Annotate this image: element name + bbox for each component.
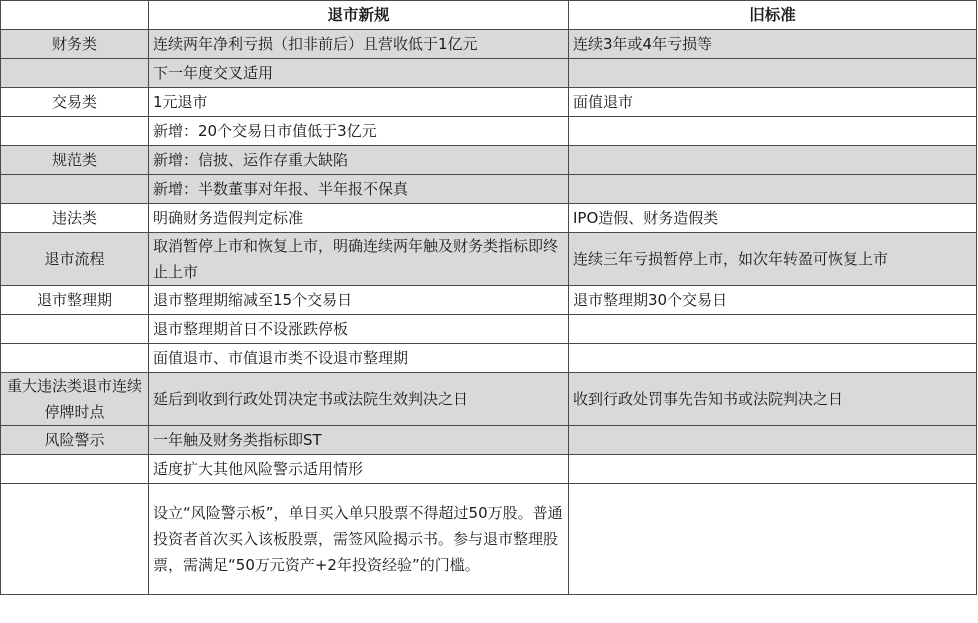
table-row	[1, 204, 977, 233]
row-old-standard	[569, 455, 977, 484]
table-row	[1, 484, 977, 595]
row-category	[1, 315, 149, 344]
row-new-rule: 设立“风险警示板”，单日买入单只股票不得超过50万股。普通投资者首次买入该板股票，需签风险揭示书。参与退市整理股票，需满足“50万元资产+2年投资经验”的门槛。	[149, 484, 569, 595]
row-new-rule: 延后到收到行政处罚决定书或法院生效判决之日	[149, 373, 569, 426]
row-old-standard: 连续3年或4年亏损等	[569, 30, 977, 59]
row-new-rule: 取消暂停上市和恢复上市，明确连续两年触及财务类指标即终止上市	[149, 233, 569, 286]
row-category: 风险警示	[1, 426, 149, 455]
row-category	[1, 59, 149, 88]
header-category	[1, 1, 149, 30]
row-category: 交易类	[1, 88, 149, 117]
row-new-rule: 一年触及财务类指标即ST	[149, 426, 569, 455]
row-new-rule: 新增：20个交易日市值低于3亿元	[149, 117, 569, 146]
row-old-standard	[569, 175, 977, 204]
table-row	[1, 88, 977, 117]
row-category: 退市流程	[1, 233, 149, 286]
table-row	[1, 175, 977, 204]
header-row	[1, 1, 977, 30]
row-old-standard: 退市整理期30个交易日	[569, 286, 977, 315]
row-category	[1, 117, 149, 146]
row-new-rule: 适度扩大其他风险警示适用情形	[149, 455, 569, 484]
row-new-rule: 连续两年净利亏损（扣非前后）且营收低于1亿元	[149, 30, 569, 59]
table-row	[1, 315, 977, 344]
table-row	[1, 117, 977, 146]
header-old-standard: 旧标准	[569, 1, 977, 30]
row-category	[1, 455, 149, 484]
table-row	[1, 373, 977, 426]
row-category: 规范类	[1, 146, 149, 175]
row-new-rule: 退市整理期首日不设涨跌停板	[149, 315, 569, 344]
row-old-standard	[569, 344, 977, 373]
row-old-standard	[569, 146, 977, 175]
row-old-standard	[569, 315, 977, 344]
row-old-standard	[569, 484, 977, 595]
row-category	[1, 344, 149, 373]
row-category: 违法类	[1, 204, 149, 233]
table-row	[1, 286, 977, 315]
table-row	[1, 426, 977, 455]
row-new-rule: 新增：信披、运作存重大缺陷	[149, 146, 569, 175]
row-category: 退市整理期	[1, 286, 149, 315]
table-row	[1, 59, 977, 88]
row-category: 重大违法类退市连续停牌时点	[1, 373, 149, 426]
row-new-rule: 新增：半数董事对年报、半年报不保真	[149, 175, 569, 204]
table-row	[1, 344, 977, 373]
header-new-rules: 退市新规	[149, 1, 569, 30]
row-new-rule: 退市整理期缩减至15个交易日	[149, 286, 569, 315]
table-row	[1, 146, 977, 175]
row-category	[1, 484, 149, 595]
table-row	[1, 30, 977, 59]
row-category	[1, 175, 149, 204]
row-new-rule: 1元退市	[149, 88, 569, 117]
table-row	[1, 455, 977, 484]
row-old-standard: IPO造假、财务造假类	[569, 204, 977, 233]
row-old-standard: 收到行政处罚事先告知书或法院判决之日	[569, 373, 977, 426]
row-old-standard: 面值退市	[569, 88, 977, 117]
table-row	[1, 233, 977, 286]
row-old-standard	[569, 426, 977, 455]
row-new-rule: 下一年度交叉适用	[149, 59, 569, 88]
row-old-standard: 连续三年亏损暂停上市，如次年转盈可恢复上市	[569, 233, 977, 286]
row-new-rule: 明确财务造假判定标准	[149, 204, 569, 233]
row-category: 财务类	[1, 30, 149, 59]
row-new-rule: 面值退市、市值退市类不设退市整理期	[149, 344, 569, 373]
row-old-standard	[569, 117, 977, 146]
row-old-standard	[569, 59, 977, 88]
